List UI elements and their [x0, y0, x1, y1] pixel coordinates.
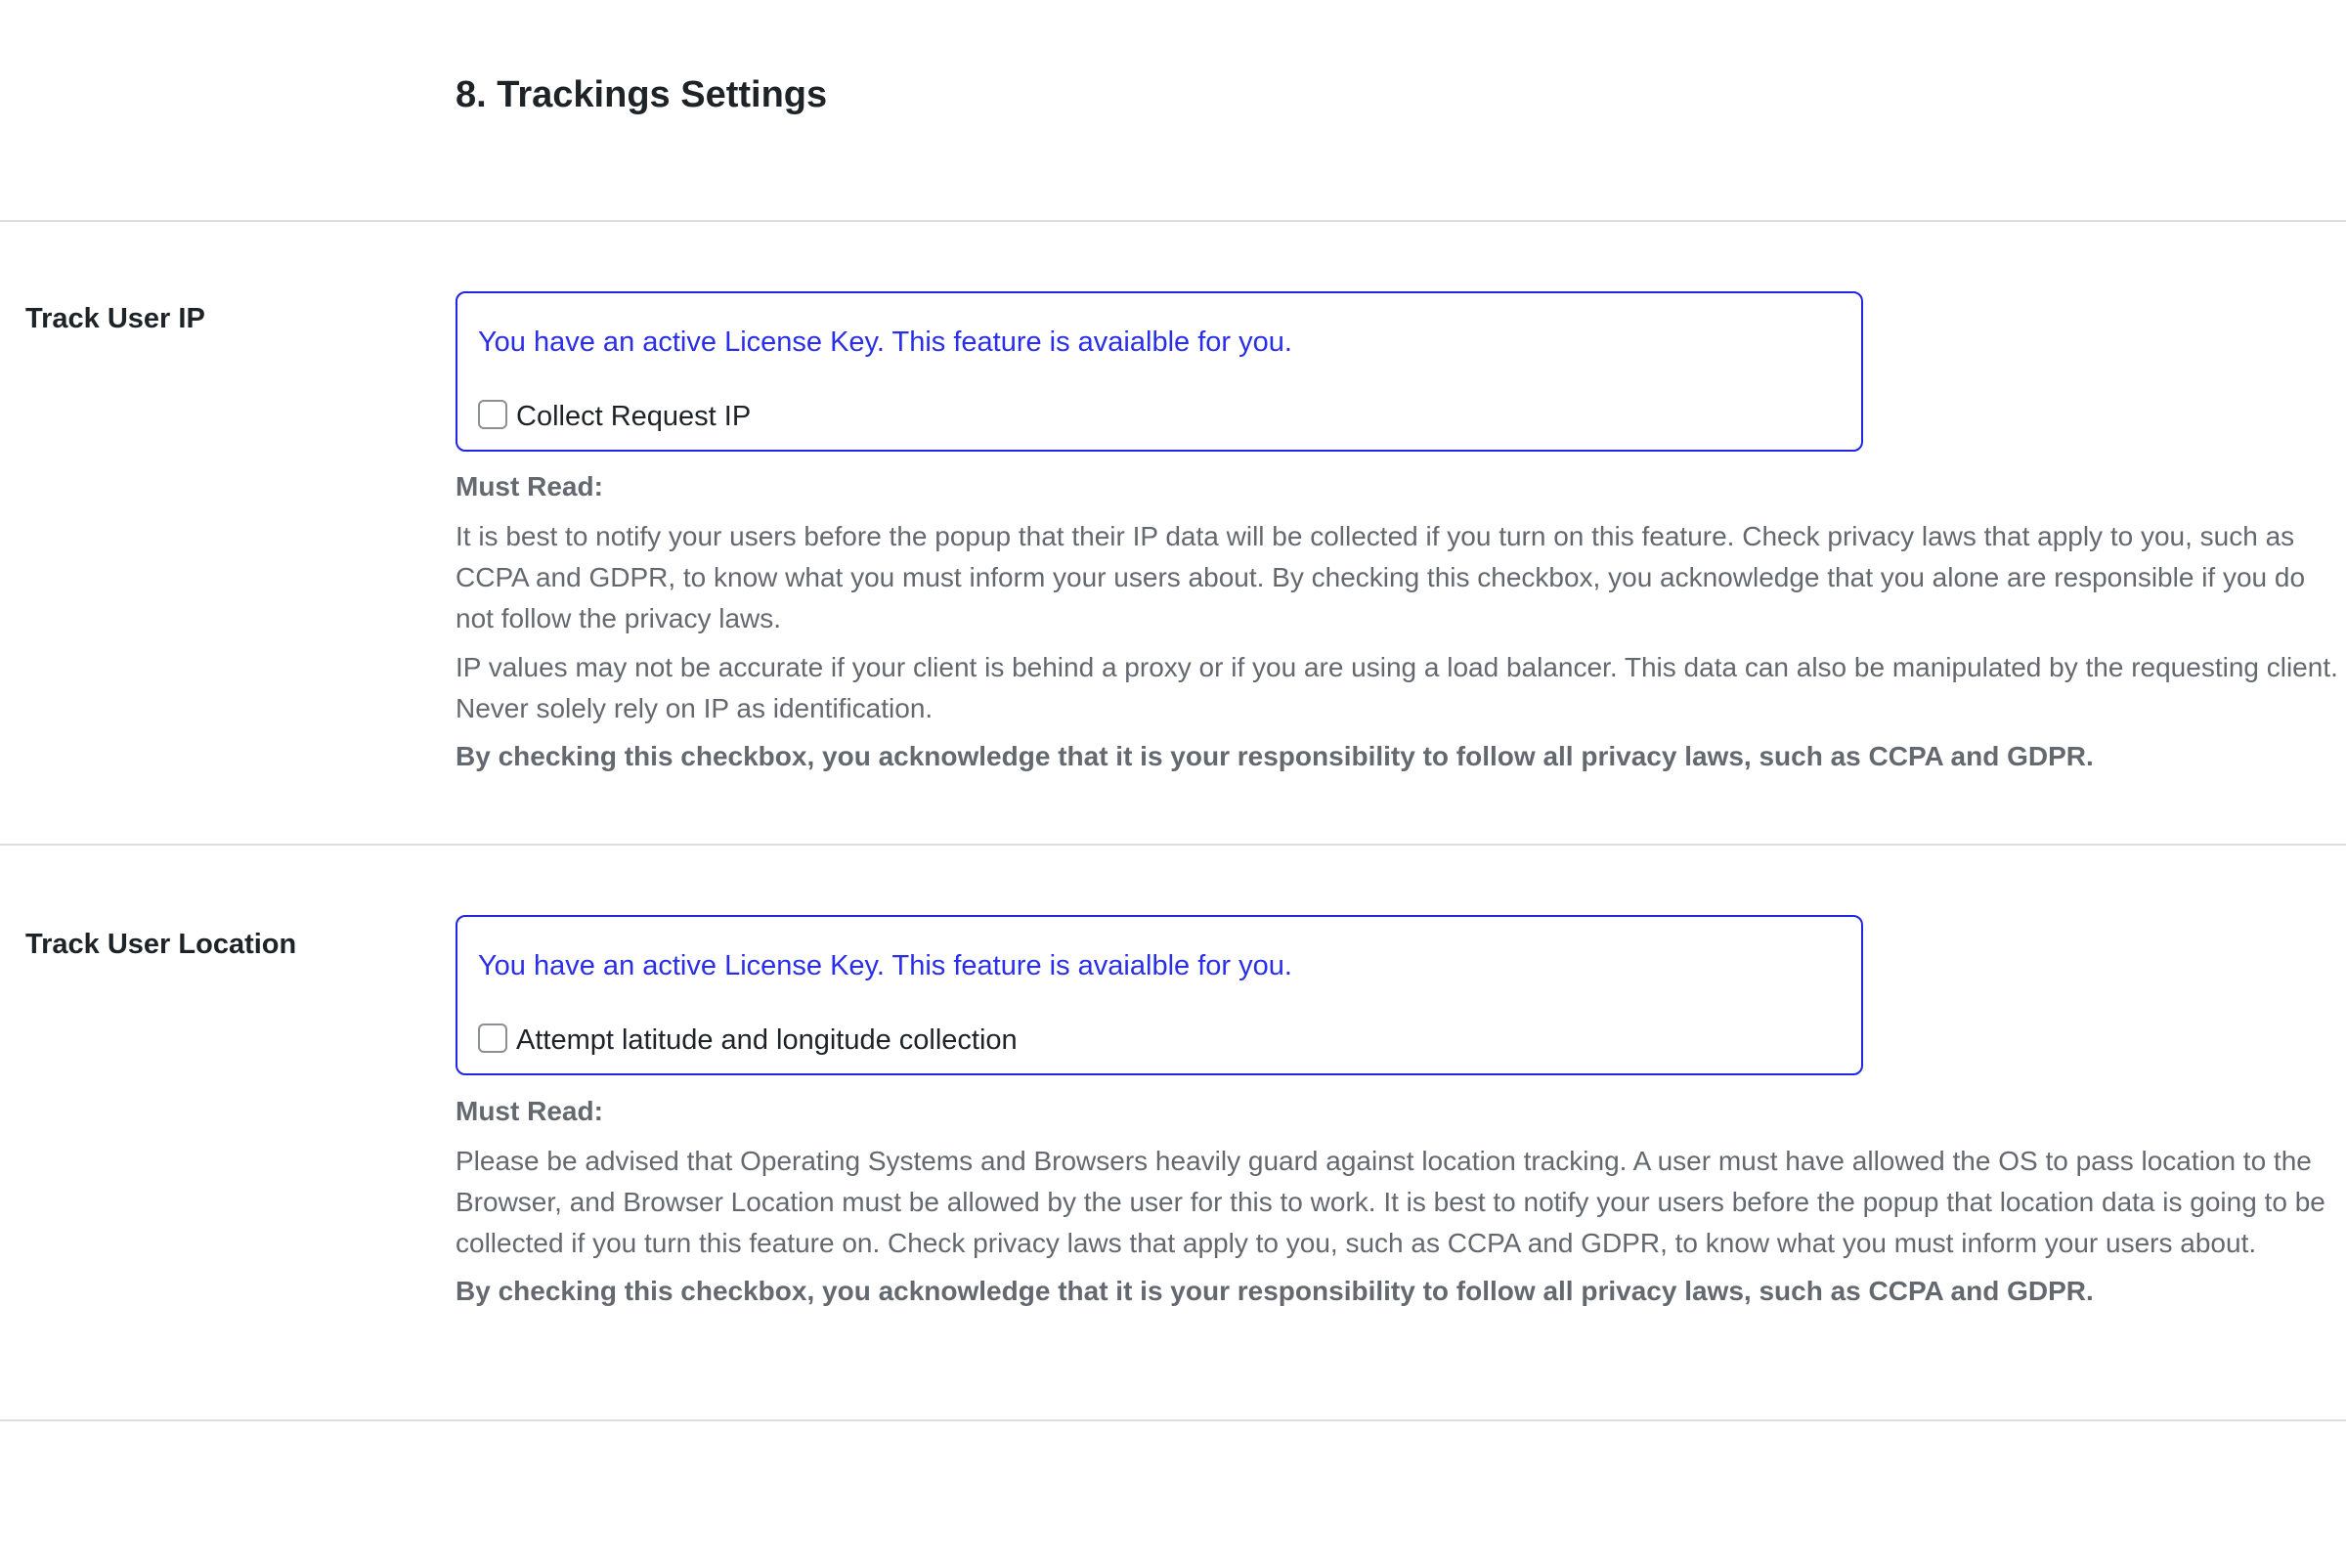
ip-accuracy-paragraph: IP values may not be accurate if your client is behind a proxy or if you are using a load balancer. This data can also be manipulated by the requesting client. Never solely rely on IP as identification. — [456, 652, 2338, 723]
section-divider — [0, 220, 2346, 222]
location-collection-checkbox[interactable] — [478, 1024, 507, 1053]
track-user-ip-label: Track User IP — [25, 303, 205, 334]
track-user-location-description — [456, 1092, 2342, 1311]
track-user-ip-description — [456, 467, 2342, 776]
location-collection-option[interactable] — [478, 1021, 1018, 1060]
track-user-ip-license-box — [456, 291, 1863, 452]
location-acknowledgement: By checking this checkbox, you acknowledge that it is your responsibility to follow all privacy laws, such as CCPA and GDPR. — [456, 1276, 2094, 1306]
track-user-location-license-box — [456, 915, 1863, 1075]
location-collection-label[interactable]: Attempt latitude and longitude collection — [516, 1024, 1018, 1056]
ip-privacy-paragraph: It is best to notify your users before the popup that their IP data will be collected if you turn on this feature. Check privacy laws that apply to you, such as CCPA and GDPR, to know what you must inform your users about. By checking this checkbox, you acknowledge that you alone are responsible if you do not follow the privacy laws. — [456, 521, 2306, 633]
location-privacy-paragraph: Please be advised that Operating Systems and Browsers heavily guard against location tracking. A user must have allowed the OS to pass location to the Browser, and Browser Location must be allowed by the user for this to work. It is best to notify your users before the popup that location data is going to be collected if you turn this feature on. Check privacy laws that apply to you, such as CCPA and GDPR, to know what you must inform your users about. — [456, 1146, 2325, 1258]
collect-request-ip-label[interactable]: Collect Request IP — [516, 401, 752, 432]
ip-acknowledgement: By checking this checkbox, you acknowledge that it is your responsibility to follow all privacy laws, such as CCPA and GDPR. — [456, 741, 2094, 771]
collect-request-ip-checkbox[interactable] — [478, 400, 507, 429]
section-divider — [0, 844, 2346, 846]
page-title: 8. Trackings Settings — [456, 74, 828, 115]
collect-request-ip-option[interactable] — [478, 397, 751, 436]
must-read-heading: Must Read: — [456, 1096, 603, 1126]
must-read-heading: Must Read: — [456, 471, 603, 501]
license-notice: You have an active License Key. This feature is avaialble for you. — [478, 327, 1292, 358]
section-divider — [0, 1419, 2346, 1421]
track-user-location-label: Track User Location — [25, 929, 297, 960]
license-notice: You have an active License Key. This feature is avaialble for you. — [478, 950, 1292, 981]
